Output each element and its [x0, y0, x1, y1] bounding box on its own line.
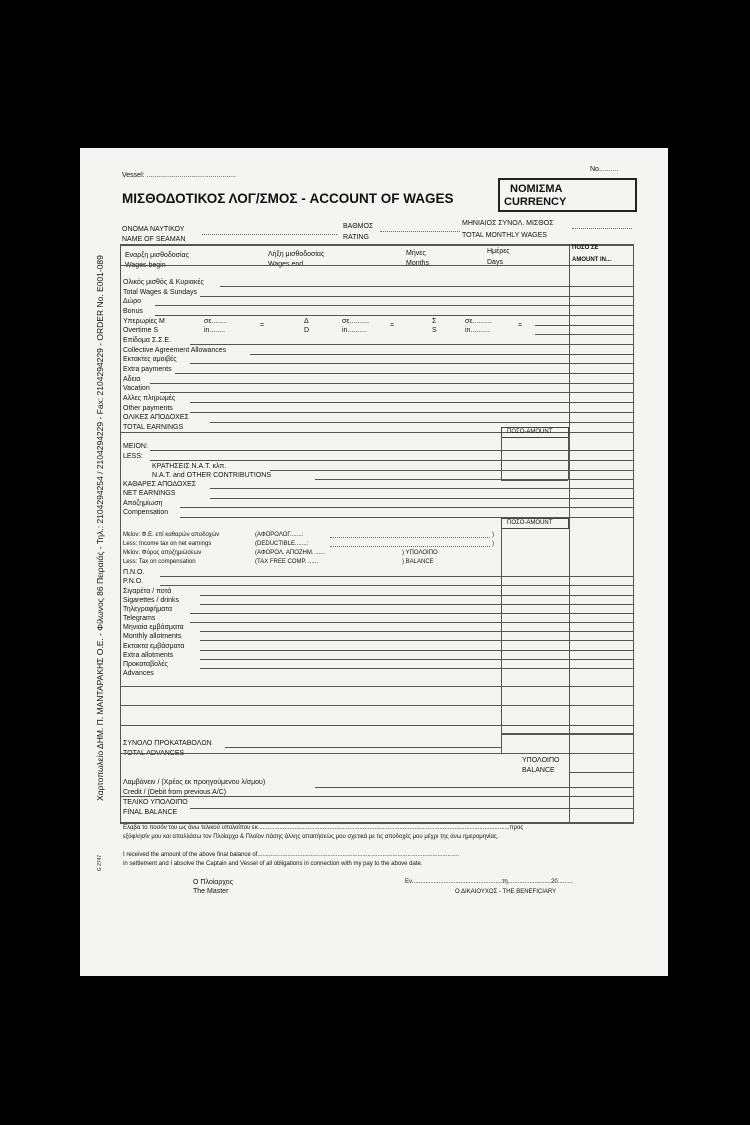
wages-begin-label-en: Wages begin [125, 262, 166, 269]
seaman-name-label-en: NAME OF SEAMAN [122, 236, 186, 243]
table-right-border [633, 244, 634, 822]
comp-tax-label-gr: Μείον: Φόρος αποζημιώσεων [123, 550, 202, 556]
deductible-field[interactable] [330, 546, 490, 547]
ot-m-rate: σε........ [204, 318, 227, 325]
nat-label-gr: ΚΡΑΤΗΣΕΙΣ Ν.Α.Τ. κλπ. [152, 463, 227, 470]
line [225, 747, 501, 748]
days-label-en: Days [487, 259, 503, 266]
master-label-en: The Master [193, 888, 229, 895]
line [210, 422, 633, 423]
ot-eq3: = [518, 322, 523, 329]
ot-d-label-gr: Δ [304, 318, 309, 325]
total-wages-label-en: Total Wages & Sundays [123, 289, 198, 296]
paren-close-1: ) [492, 532, 494, 538]
monthly-wages-label-en: TOTAL MONTHLY WAGES [462, 232, 547, 239]
line [155, 305, 633, 306]
seaman-name-label-gr: ΟΝΟΜΑ ΝΑΥΤΙΚΟΥ [122, 226, 185, 233]
line [190, 363, 633, 364]
receipt-text-gr-2: εξόφλησίν μου και απαλλάσω τον Πλοίαρχο & Πλοίον πάσης άλλης απαιτήσεώς μου σχετικά με τις αποδοχές μου μέχρι της άνω ημερομηνίας. [123, 834, 499, 840]
line [535, 334, 633, 335]
other-payments-label-en: Other payments [123, 405, 173, 412]
line [190, 808, 634, 809]
wages-end-label-gr: Λήξη μισθοδοσίας [268, 251, 325, 258]
line [315, 479, 633, 480]
cigarettes-label-en: Sigarettes / drinks [123, 597, 180, 604]
line [200, 650, 633, 651]
line [200, 640, 633, 641]
other-payments-label-gr: Αλλες πληρωμές [123, 395, 176, 402]
number-field[interactable]: No.......... [590, 166, 619, 173]
monthly-wages-label-gr: ΜΗΝΙΑΙΟΣ ΣΥΝΟΛ. ΜΙΣΘΟΣ [462, 220, 554, 227]
less-label-gr: ΜΕΙΟΝ: [123, 443, 148, 450]
ot-s-rate-en: in.......... [465, 327, 490, 334]
aforol-apoz-label: (ΑΦΟΡΟΛ. ΑΠΟΖΗΜ. ...... [255, 550, 326, 556]
total-earnings-label-en: TOTAL EARNINGS [123, 424, 184, 431]
advances-label-en: Advances [123, 670, 154, 677]
income-tax-label-en: Less: Income tax on net earnings [123, 541, 212, 547]
ot-eq2: = [390, 322, 395, 329]
months-label-en: Months [406, 260, 429, 267]
extra-payments-label-gr: Εκτακτες αμοιβές [123, 356, 177, 363]
deduction-col-left [501, 436, 502, 480]
monthly-allotments-label-gr: Μηνιαία εμβάσματα [123, 624, 184, 631]
amount-header-gr: ΠΟΣΟ ΣΕ [572, 245, 599, 251]
ot-s-label-en: S [432, 327, 437, 334]
receivable-label-en: Credit / (Debit from previous A/C) [123, 789, 227, 796]
extra-allotments-label-en: Extra allotments [123, 652, 174, 659]
wages-begin-label-gr: Εναρξη μισθοδοσίας [125, 252, 189, 259]
telegrams-label-en: Telegrams [123, 615, 156, 622]
line [160, 585, 633, 586]
line [210, 488, 633, 489]
telegrams-label-gr: Τηλεγραφήματα [123, 606, 173, 613]
vacation-label-gr: Αδεια [123, 376, 141, 383]
pno-label-gr: Π.Ν.Ο. [123, 569, 145, 576]
line [150, 460, 633, 461]
line [150, 450, 633, 451]
extra-allotments-label-gr: Εκτακτα εμβάσματα [123, 643, 185, 650]
line [175, 373, 633, 374]
compensation-label-gr: Αποζημίωση [123, 500, 163, 507]
line [155, 315, 633, 316]
tax-balance-label-en: ) BALANCE [402, 559, 434, 565]
days-label-gr: Ημέρες [487, 248, 510, 255]
overtime-label-en: Overtime S [123, 327, 159, 334]
final-balance-label-gr: ΤΕΛΙΚΟ ΥΠΟΛΟΙΠΟ [123, 799, 188, 806]
line [190, 412, 633, 413]
monthly-wages-field[interactable] [572, 228, 632, 229]
line [200, 296, 633, 297]
paren-close-2: ) [492, 541, 494, 547]
line [210, 498, 633, 499]
line [120, 686, 634, 687]
currency-label-en: CURRENCY [504, 196, 567, 208]
deduction-amount-label: ΠΟΣΟ-AMOUNT [507, 429, 553, 435]
master-label-gr: Ο Πλοίαρχος [193, 879, 234, 886]
deduction-col-right [568, 436, 569, 480]
line [315, 787, 634, 788]
receipt-text-en-2: in settlement and I absolve the Captain and Vessel of all obligations in connection with my pay to the above date. [123, 861, 423, 867]
final-balance-label-en: FINAL BALANCE [123, 809, 178, 816]
receipt-text-gr-1: Ελαβα το ποσόν του ως άνω τελικού υπολοίπου εκ.......................................................................................................................................................προς [123, 825, 524, 831]
cigarettes-label-gr: Σιγαρέτα / ποτά [123, 588, 172, 595]
line [220, 286, 633, 287]
aforolog-field[interactable] [330, 537, 490, 538]
tax-balance-label-gr: ) ΥΠΟΛΟΙΠΟ [402, 550, 438, 556]
ot-s-rate-gr: σε.......... [465, 318, 492, 325]
ot-d-rate: σε.......... [342, 318, 369, 325]
period-row-line [120, 265, 634, 266]
line [270, 470, 633, 471]
deductible-label: (DEDUCTIBLE.......: [255, 541, 309, 547]
balance-line [569, 772, 634, 773]
beneficiary-label: Ο ΔΙΚΑΙΟΥΧΟΣ - THE BENEFICIARY [455, 889, 557, 895]
rating-label-gr: ΒΑΘΜΟΣ [343, 223, 374, 230]
wages-end-label-en: Wages end [268, 261, 304, 268]
ot-d-rate-en: in.......... [342, 327, 367, 334]
line [160, 576, 633, 577]
table-top-border [120, 244, 634, 246]
line [535, 325, 633, 326]
line [190, 402, 633, 403]
ot-d-label-en: D [304, 327, 310, 334]
total-earnings-label-gr: ΟΛΙΚΕΣ ΑΠΟΔΟΧΕΣ [123, 414, 189, 421]
ot-s-rate: in........ [204, 327, 226, 334]
line [160, 392, 633, 393]
bonus-label-en: Bonus [123, 308, 143, 315]
vessel-field[interactable]: Vessel: .............................................. [122, 172, 236, 179]
less-label-en: LESS: [123, 453, 143, 460]
receipt-text-en-1: I received the amount of the above final balance of......................................................................................................................... [123, 852, 460, 858]
ot-s-label-gr: Σ [432, 318, 437, 325]
tax-amount-label: ΠΟΣΟ-AMOUNT [507, 520, 553, 526]
amount-column-divider [569, 244, 570, 822]
rating-label-en: RATING [343, 234, 369, 241]
line [200, 631, 633, 632]
balance-label-gr: ΥΠΟΛΟΙΠΟ [522, 757, 560, 764]
line [250, 354, 633, 355]
aforolog-label: (ΑΦΟΡΟΛΟΓ.......: [255, 532, 304, 538]
line [120, 705, 634, 706]
tax-free-label: (TAX FREE COMP. ...... [255, 559, 319, 565]
rating-field[interactable] [380, 231, 460, 232]
line [200, 595, 633, 596]
receivable-label-gr: Λαμβάνειν / (Χρέος εκ προηγούμενου λ/σμου) [123, 779, 266, 786]
date-place-field[interactable]: Εν......................................................τη..........................20......... [405, 879, 573, 885]
net-earnings-label-gr: ΚΑΘΑΡΕΣ ΑΠΟΔΟΧΕΣ [123, 481, 197, 488]
bonus-label-gr: Δώρο [123, 298, 142, 305]
wage-account-form: Χαρτοπωλείο ΔΗΜ. Π. ΜΑΝΤΑΡΑΚΗΣ Ο.Ε. - Φίλωνος 86 Πειραιάς - Τηλ.: 2104294254 / 2104294229 - Fax: 2104294229 - ORDER No. E001-089 G 2747 No.......... Vessel: .............................................. ΜΙΣΘΟΔΟΤΙΚΟΣ ΛΟΓ/ΣΜΟΣ - ACCOUNT OF WAGES ΝΟΜΙΣΜΑ CURRENCY ΟΝΟΜΑ ΝΑΥΤΙΚΟΥ NAME OF SEAMAN ΒΑΘΜΟΣ RATING ΜΗΝΙΑΙΟΣ ΣΥΝΟΛ. ΜΙΣΘΟΣ TOTAL MONTHLY WAGES Εναρξη μισθοδοσίας Wages begin Λήξη μισθοδοσίας Wages end Μήνες Months Ημέρες Days ΠΟΣΟ ΣΕ AMOUNT IN... Ολικός μισθός & Κυριακές Total Wages & Sundays Δώρο Bonus Υπερωρίες Μ Overtime S Επίδομα Σ.Σ.Ε. Collective Agreement Allowances Εκτακτες αμοιβές Extra payments Αδεια Vacation Αλλες πληρωμές Other payments ΟΛΙΚΕΣ ΑΠΟΔΟΧΕΣ TOTAL EARNINGS σε........ in........ = Δ D σε.......... in.......... = Σ S σε.......... in.......... = ΠΟΣΟ-AMOUNT ΜΕΙΟΝ: LESS: ΚΡΑΤΗΣΕΙΣ Ν.Α.Τ. κλπ. N.A.T. and OTHER CONTRIBUTIONS ΚΑΘΑΡΕΣ ΑΠΟΔΟΧΕΣ NET EARNINGS Αποζημίωση Compensation ΠΟΣΟ-AMOUNT Μείον: Φ.Ε. επί καθαρών αποδοχών Less: Income tax on net earnings Μείον: Φόρος αποζημιώσεων Less: Tax on compensation (ΑΦΟΡΟΛΟΓ.......: (DEDUCTIBLE.......: (ΑΦΟΡΟΛ. ΑΠΟΖΗΜ. ...... (TAX FREE COMP. ...... ) ) ) ΥΠΟΛΟΙΠΟ ) BALANCE Π.Ν.Ο. P.N.O. Σιγαρέτα / ποτά Sigarettes / drinks Τηλεγραφήματα Telegrams Μηνιαία εμβάσματα Monthly allotments Εκτακτα εμβάσματα Extra allotments Προκαταβολές Advances ΣΥΝΟΛΟ ΠΡΟΚΑΤΑΒΟΛΩΝ TOTAL ADVANCES ΥΠΟΛΟΙΠΟ BALANCE Λαμβάνειν / (Χρέος εκ προηγούμενου λ/σμου) Credit / (Debit from previous A/C) ΤΕΛΙΚΟ ΥΠΟΛΟΙΠΟ FINAL BALANCE Ελαβα το ποσόν του ως άνω τελικού υπολοίπου εκ.......................................................................................................................................................προς εξόφλησίν μου και απαλλάσω τον Πλοίαρχο & Πλοίον πάσης άλλης απαιτήσεώς μου σχετικά με τις αποδοχές μου μέχρι της άνω ημερομηνίας. I received the amount of the above final balance of......................................................................................................................... in settlement and I absolve the Captain and Vessel of all obligations in connection with my pay to the above date. Ο Πλοίαρχος The Master Εν......................................................τη..........................20......... Ο ΔΙΚΑΙΟΥΧΟΣ - THE BENEFICIARY [80, 148, 668, 976]
total-wages-label-gr: Ολικός μισθός & Κυριακές [123, 279, 204, 286]
balance-label-en: BALANCE [522, 767, 555, 774]
ot-eq1: = [260, 322, 265, 329]
overtime-label-gr: Υπερωρίες Μ [123, 318, 165, 325]
total-advances-label-gr: ΣΥΝΟΛΟ ΠΡΟΚΑΤΑΒΟΛΩΝ [123, 740, 212, 747]
collective-allowance-label-gr: Επίδομα Σ.Σ.Ε. [123, 337, 172, 344]
line [190, 344, 633, 345]
extra-payments-label-en: Extra payments [123, 366, 172, 373]
currency-box[interactable] [498, 178, 637, 212]
total-advances-label-en: TOTAL ADVANCES [123, 750, 185, 757]
collective-allowance-label-en: Collective Agreement Allowances [123, 347, 227, 354]
line [120, 753, 634, 754]
line [120, 725, 634, 726]
income-tax-label-gr: Μείον: Φ.Ε. επί καθαρών αποδοχών [123, 532, 220, 538]
nat-label-en: N.A.T. and OTHER CONTRIBUTIONS [152, 472, 272, 479]
comp-tax-label-en: Less: Tax on compensation [123, 559, 196, 565]
net-earnings-label-en: NET EARNINGS [123, 490, 176, 497]
tax-amount-header [501, 518, 569, 529]
months-label-gr: Μήνες [406, 250, 426, 257]
line [190, 613, 633, 614]
compensation-label-en: Compensation [123, 509, 169, 516]
line [190, 622, 633, 623]
pno-label-en: P.N.O. [123, 578, 144, 585]
line [120, 796, 634, 797]
line [200, 604, 633, 605]
seaman-name-field[interactable] [202, 234, 337, 235]
table-bottom-border [120, 822, 634, 824]
currency-label-gr: ΝΟΜΙΣΜΑ [510, 183, 563, 195]
deduction-col-bottom [501, 480, 568, 481]
line [150, 383, 633, 384]
advances-total-line [501, 733, 634, 735]
table-left-border [120, 244, 121, 822]
deduction-amount-header [501, 427, 569, 438]
advances-label-gr: Προκαταβολές [123, 661, 168, 668]
form-title: ΜΙΣΘΟΔΟΤΙΚΟΣ ΛΟΓ/ΣΜΟΣ - ACCOUNT OF WAGES [122, 191, 454, 206]
monthly-allotments-label-en: Monthly allotments [123, 633, 182, 640]
amount-header-en: AMOUNT IN... [572, 257, 611, 263]
line [200, 659, 633, 660]
line [180, 507, 633, 508]
line [200, 668, 633, 669]
vacation-label-en: Vacation [123, 385, 150, 392]
